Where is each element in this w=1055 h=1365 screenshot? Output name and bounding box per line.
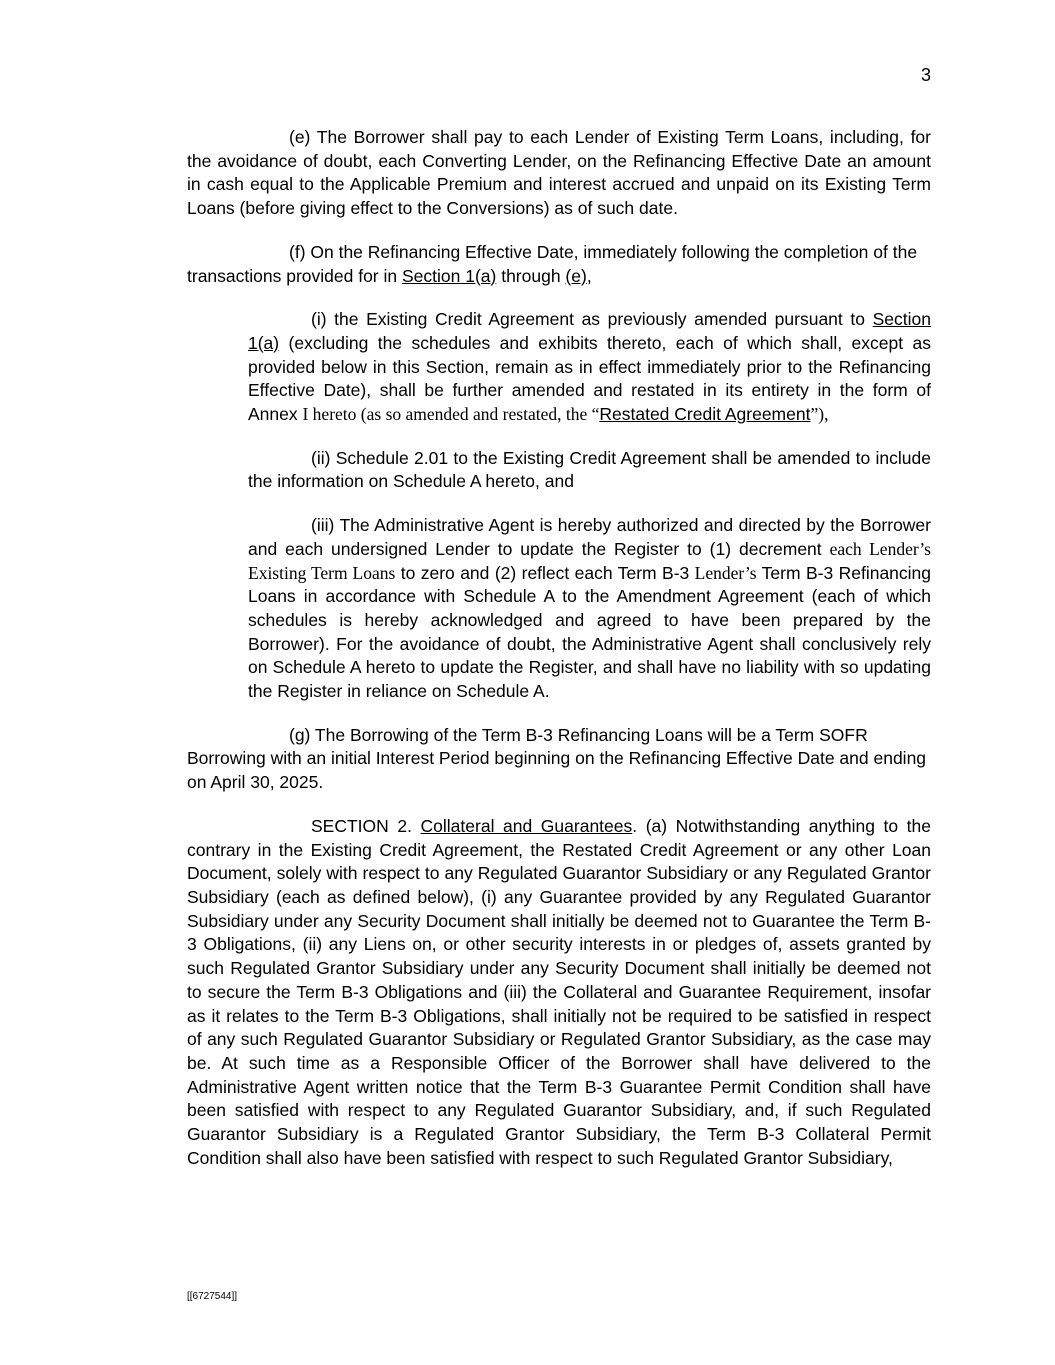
- paragraph-f-i-text: (i) the Existing Credit Agreement as previously amended pursuant to: [311, 309, 873, 330]
- section-1a-reference: Section 1(a): [248, 309, 931, 353]
- section-2-paragraph: [187, 815, 931, 1171]
- paragraph-f-iii-text: Term B-3 Refinancing Loans in accordance with Schedule A to the Amendment Agreement (each of which schedules is hereby acknowledged and agreed to have been prepared by the Borrower). For the avoidance of doubt, the Administrative Agent shall conclusively rely on Schedule A hereto to update the Register, and shall have no liability with so updating the Register in reliance on Schedule A.: [248, 562, 932, 702]
- paragraph-f: [187, 241, 931, 288]
- paragraph-f-iii-text: to zero and (2) reflect each Term B-3: [395, 562, 695, 583]
- paragraph-f-ii: (ii) Schedule 2.01 to the Existing Credit Agreement shall be amended to include the information on Schedule A hereto, and: [248, 447, 931, 492]
- paragraph-f-i-text: ”),: [810, 404, 829, 425]
- page-number: 3: [920, 65, 931, 85]
- paragraph-f-i-text: (excluding the schedules and exhibits thereto, each of which shall, except as provided below in this Section, remain as in effect immediately prior to the Refinancing Effective Date), shall be further amended and restated in its entirety in the form of Annex: [248, 332, 931, 425]
- paragraph-f-iii-text: Lender’s: [694, 562, 757, 583]
- paragraph-f-text: (f) On the Refinancing Effective Date, immediately following the completion of the transactions provided for in: [187, 241, 918, 286]
- paragraph-f-text: ,: [586, 265, 592, 286]
- restated-credit-agreement-term: Restated Credit Agreement: [599, 404, 811, 425]
- paragraph-f-text: through: [496, 265, 566, 286]
- paragraph-e: (e) The Borrower shall pay to each Lender of Existing Term Loans, including, for the avoidance of doubt, each Converting Lender, on the Refinancing Effective Date an amount in cash equal to the Applicable Premium and interest accrued and unpaid on its Existing Term Loans (before giving effect to the Conversions) as of such date.: [187, 127, 931, 219]
- document-id-footer: [[6727544]]: [187, 1291, 238, 1302]
- section-2-label: SECTION 2.: [311, 815, 421, 836]
- section-1a-reference: Section 1(a): [401, 265, 497, 286]
- section-2-heading: Collateral and Guarantees: [420, 815, 633, 836]
- paragraph-f-i: [248, 308, 931, 427]
- document-body: [187, 126, 931, 1190]
- paragraph-f-i-text: I hereto (as so amended and restated, the “: [302, 404, 600, 425]
- clause-e-reference: (e): [565, 265, 587, 286]
- paragraph-f-iii-text: each Lender’s Existing Term Loans: [248, 538, 931, 583]
- paragraph-f-iii-text: (iii) The Administrative Agent is hereby authorized and directed by the Borrower and each undersigned Lender to update the Register to (1) decrement: [248, 515, 931, 559]
- paragraph-g: (g) The Borrowing of the Term B-3 Refinancing Loans will be a Term SOFR Borrowing with an initial Interest Period beginning on the Refinancing Effective Date and ending on April 30, 2025.: [187, 724, 927, 793]
- section-2-text: . (a) Notwithstanding anything to the contrary in the Existing Credit Agreement, the Restated Credit Agreement or any other Loan Document, solely with respect to any Regulated Guarantor Subsidiary or any Regulated Grantor Subsidiary (each as defined below), (i) any Guarantee provided by any Regulated Guarantor Subsidiary under any Security Document shall initially be deemed not to Guarantee the Term B-3 Obligations, (ii) any Liens on, or other security interests in or pledges of, assets granted by such Regulated Grantor Subsidiary under any Security Document shall initially be deemed not to secure the Term B-3 Obligations and (iii) the Collateral and Guarantee Requirement, insofar as it relates to the Term B-3 Obligations, shall initially not be required to be satisfied in respect of any such Regulated Guarantor Subsidiary or Regulated Grantor Subsidiary, as the case may be. At such time as a Responsible Officer of the Borrower shall have delivered to the Administrative Agent written notice that the Term B-3 Guarantee Permit Condition shall have been satisfied with respect to any Regulated Guarantor Subsidiary, and, if such Regulated Guarantor Subsidiary is a Regulated Grantor Subsidiary, the Term B-3 Collateral Permit Condition shall also have been satisfied with respect to such Regulated Grantor Subsidiary,: [187, 815, 931, 1168]
- paragraph-f-iii: [248, 514, 931, 704]
